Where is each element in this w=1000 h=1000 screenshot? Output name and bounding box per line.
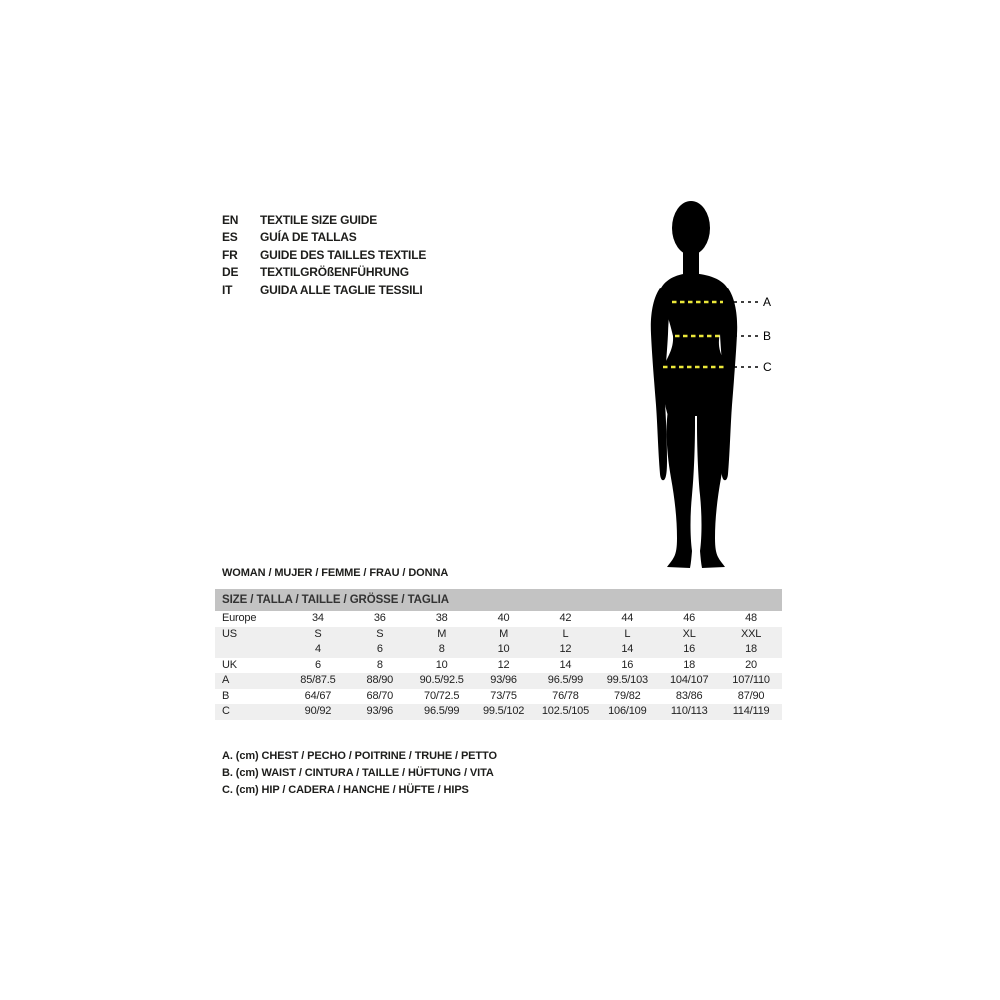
table-cell: M bbox=[437, 627, 447, 640]
silhouette-left-leg bbox=[667, 410, 695, 568]
measurement-legend bbox=[222, 747, 497, 798]
language-guide-title: TEXTILGRÖßENFÜHRUNG bbox=[260, 265, 409, 280]
table-row bbox=[215, 642, 782, 658]
table-cell: 18 bbox=[745, 643, 757, 656]
table-cell: 16 bbox=[683, 643, 696, 656]
table-cell: L bbox=[562, 627, 569, 640]
language-guide-title: GUIDE DES TAILLES TEXTILE bbox=[260, 247, 427, 262]
language-row bbox=[222, 281, 426, 299]
gender-title: WOMAN / MUJER / FEMME / FRAU / DONNA bbox=[222, 567, 449, 579]
table-cell: 6 bbox=[376, 643, 383, 656]
language-row bbox=[222, 264, 426, 282]
table-cell: 73/75 bbox=[490, 689, 517, 702]
table-cell: 4 bbox=[314, 643, 321, 656]
silhouette-neck bbox=[683, 244, 699, 276]
legend-line: B. (cm) WAIST / CINTURA / TAILLE / HÜFTUNG / VITA bbox=[222, 766, 494, 779]
table-cell: 93/96 bbox=[366, 705, 394, 718]
table-cell: 114/119 bbox=[732, 705, 770, 718]
table-cell: 14 bbox=[621, 643, 634, 656]
table-cell: 8 bbox=[438, 643, 445, 656]
table-cell: 99.5/102 bbox=[482, 705, 525, 718]
table-cell: 34 bbox=[312, 612, 324, 625]
table-cell: 44 bbox=[621, 612, 634, 625]
table-cell: 90/92 bbox=[304, 705, 332, 718]
table-cell: 110/113 bbox=[670, 705, 708, 718]
legend-line: C. (cm) HIP / CADERA / HANCHE / HÜFTE / HIPS bbox=[222, 783, 469, 796]
table-cell: M bbox=[499, 627, 509, 640]
table-cell: 96.5/99 bbox=[424, 705, 460, 718]
table-cell: 16 bbox=[621, 658, 634, 671]
language-code: EN bbox=[222, 212, 239, 227]
table-cell: 70/72.5 bbox=[424, 689, 460, 702]
row-label-cell: B bbox=[222, 689, 230, 702]
table-row bbox=[215, 673, 782, 689]
table-cell: 48 bbox=[745, 612, 757, 625]
waist-measure-label: B bbox=[763, 329, 772, 343]
table-cell: 87/90 bbox=[737, 689, 765, 702]
row-label-cell: Europe bbox=[222, 612, 257, 625]
table-cell: 10 bbox=[435, 658, 448, 671]
table-cell: 40 bbox=[497, 612, 510, 625]
table-row bbox=[215, 627, 782, 643]
table-cell: 102.5/105 bbox=[541, 705, 589, 718]
table-cell: 99.5/103 bbox=[606, 674, 648, 687]
table-cell: 64/67 bbox=[304, 689, 332, 702]
row-label-cell: UK bbox=[222, 658, 237, 671]
table-cell: 20 bbox=[745, 658, 757, 671]
table-cell: 38 bbox=[435, 612, 448, 625]
size-table bbox=[215, 589, 782, 720]
language-row bbox=[222, 229, 426, 247]
table-cell: 12 bbox=[497, 658, 510, 671]
table-cell: S bbox=[376, 627, 384, 640]
language-code: DE bbox=[222, 265, 239, 280]
table-cell: 12 bbox=[559, 643, 572, 656]
table-cell: 79/82 bbox=[614, 689, 641, 702]
size-table-header: SIZE / TALLA / TAILLE / GRÖSSE / TAGLIA bbox=[215, 589, 782, 611]
language-guide-title: GUÍA DE TALLAS bbox=[260, 230, 357, 245]
table-cell: 42 bbox=[559, 612, 572, 625]
language-guide-title: GUIDA ALLE TAGLIE TESSILI bbox=[260, 282, 423, 297]
table-cell: 10 bbox=[497, 643, 510, 656]
row-label-cell: C bbox=[222, 705, 230, 718]
table-cell: 36 bbox=[373, 612, 386, 625]
language-code: IT bbox=[222, 282, 233, 297]
table-cell: L bbox=[624, 627, 631, 640]
row-label-cell: US bbox=[222, 627, 237, 640]
table-cell: 6 bbox=[314, 658, 321, 671]
legend-line: A. (cm) CHEST / PECHO / POITRINE / TRUHE / PETTO bbox=[222, 749, 497, 762]
row-label-cell: A bbox=[222, 674, 230, 687]
language-guide bbox=[222, 211, 426, 299]
language-code: FR bbox=[222, 247, 238, 262]
language-code: ES bbox=[222, 230, 238, 245]
language-row bbox=[222, 211, 426, 229]
table-cell: 107/110 bbox=[732, 674, 770, 687]
table-row bbox=[215, 611, 782, 627]
table-cell: 83/86 bbox=[675, 689, 703, 702]
table-cell: XXL bbox=[740, 627, 762, 640]
table-cell: 8 bbox=[376, 658, 383, 671]
table-cell: 88/90 bbox=[366, 674, 394, 687]
size-table-body bbox=[215, 611, 782, 720]
table-cell: 85/87.5 bbox=[300, 674, 336, 687]
table-cell: S bbox=[314, 627, 322, 640]
table-cell: 68/70 bbox=[366, 689, 394, 702]
table-cell: 90.5/92.5 bbox=[419, 674, 464, 687]
language-row bbox=[222, 246, 426, 264]
table-cell: 104/107 bbox=[670, 674, 709, 687]
woman-silhouette-figure bbox=[645, 200, 775, 570]
table-cell: 14 bbox=[559, 658, 572, 671]
table-cell: 96.5/99 bbox=[547, 674, 584, 687]
table-cell: 93/96 bbox=[490, 674, 517, 687]
table-cell: 18 bbox=[683, 658, 696, 671]
table-row bbox=[215, 704, 782, 720]
language-guide-title: TEXTILE SIZE GUIDE bbox=[260, 212, 378, 227]
table-row bbox=[215, 689, 782, 705]
table-cell: 106/109 bbox=[608, 705, 647, 718]
table-row bbox=[215, 658, 782, 674]
table-cell: 76/78 bbox=[552, 689, 579, 702]
hip-measure-label: C bbox=[763, 360, 772, 374]
chest-measure-label: A bbox=[763, 295, 772, 309]
table-cell: XL bbox=[682, 627, 696, 640]
table-cell: 46 bbox=[683, 612, 696, 625]
silhouette-right-leg bbox=[697, 410, 725, 568]
